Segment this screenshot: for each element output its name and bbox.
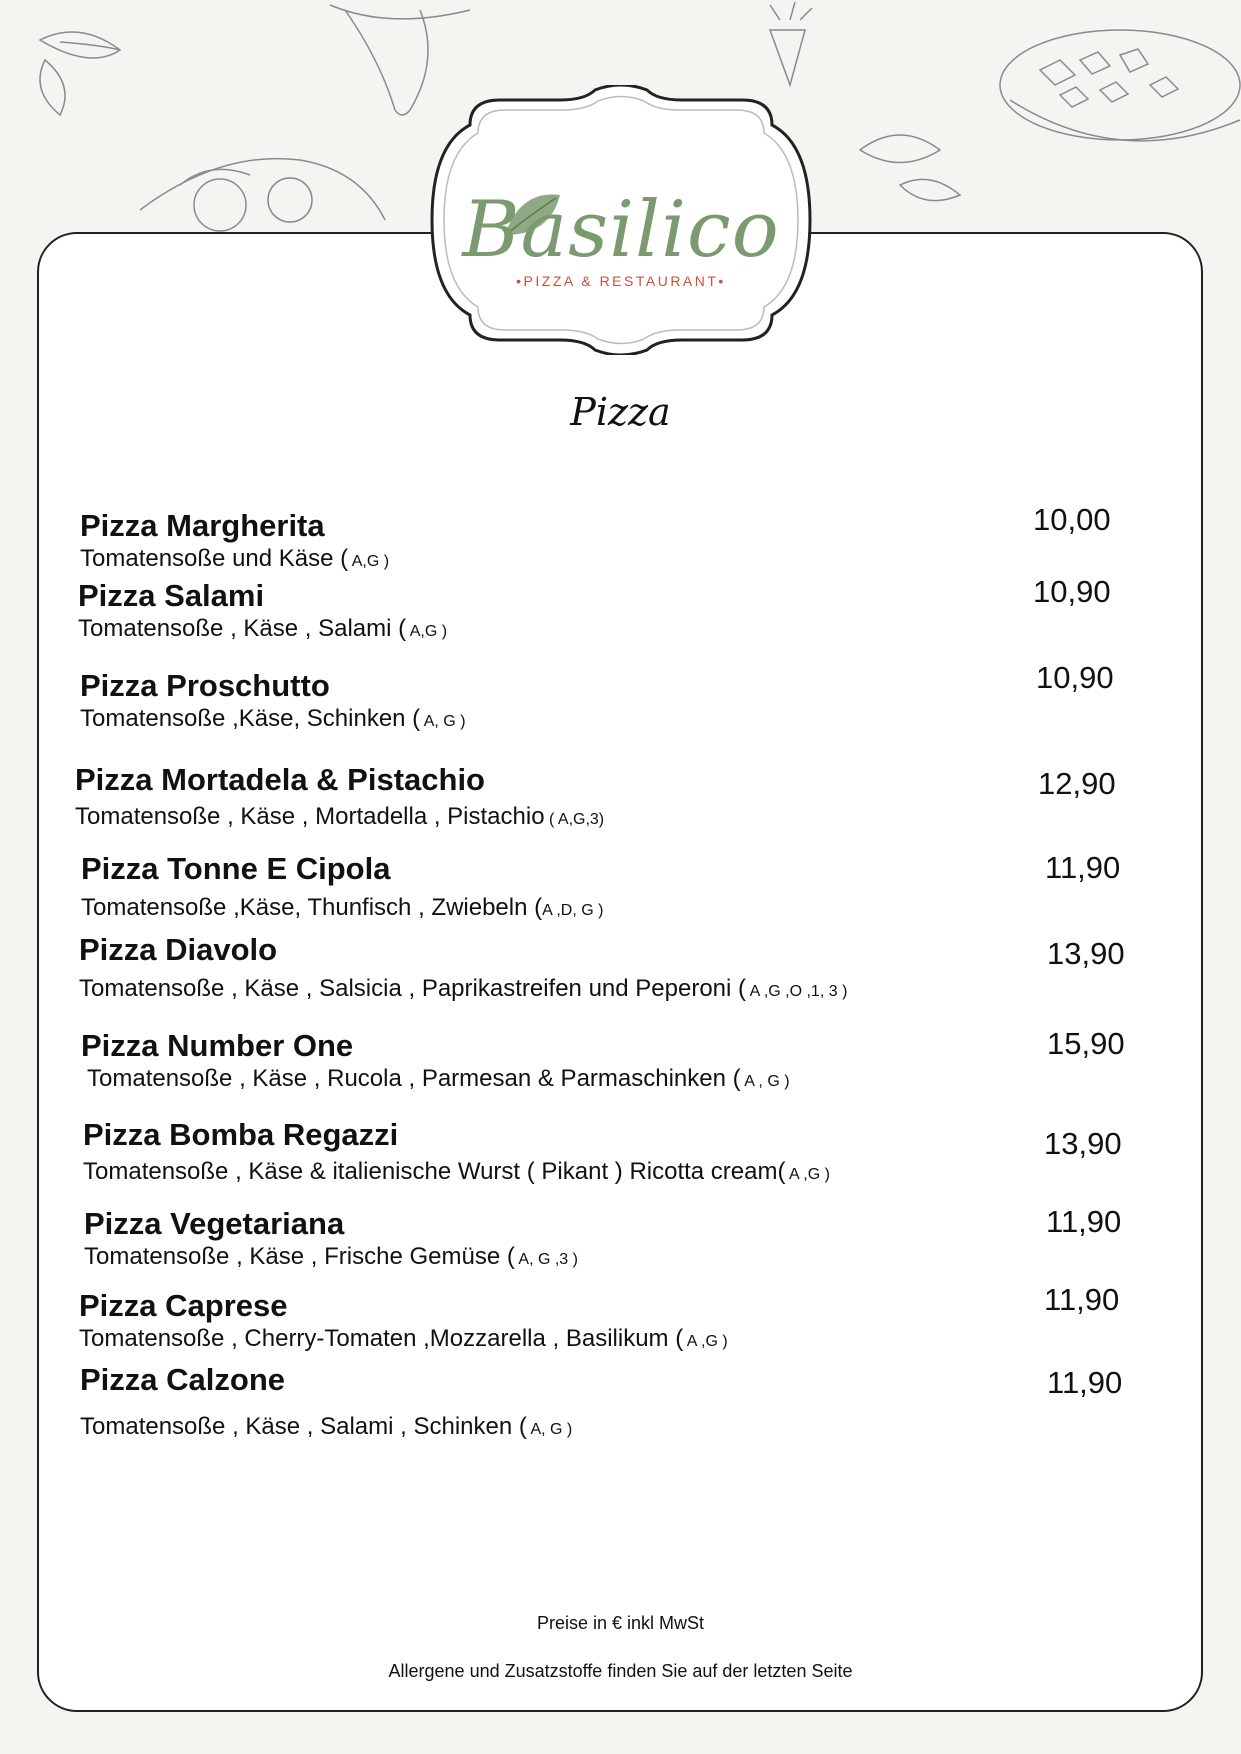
item-description: Tomatensoße , Käse , Salami , Schinken ( A, G ) xyxy=(80,1413,573,1440)
item-description: Tomatensoße ,Käse, Thunfisch , Zwiebeln (A ,D, G ) xyxy=(81,894,604,921)
item-description: Tomatensoße und Käse ( A,G ) xyxy=(80,545,390,572)
menu-item xyxy=(81,1028,790,1097)
menu-item xyxy=(78,578,447,647)
item-allergens: A,G ) xyxy=(348,553,390,570)
item-price: 11,90 xyxy=(1047,1365,1123,1400)
item-price: 11,90 xyxy=(1044,1282,1120,1317)
menu-item xyxy=(80,668,466,737)
section-title: Pizza xyxy=(570,390,671,434)
item-name: Pizza Calzone xyxy=(80,1362,285,1397)
item-name: Pizza Diavolo xyxy=(79,932,278,967)
menu-item xyxy=(80,508,389,577)
menu-item xyxy=(84,1206,578,1275)
item-allergens: A ,D, G ) xyxy=(542,902,604,919)
item-price: 10,90 xyxy=(1033,574,1111,609)
allergens-note: Allergene und Zusatzstoffe finden Sie auf der letzten Seite xyxy=(388,1661,853,1681)
item-allergens: A ,G ) xyxy=(683,1333,728,1350)
menu-item xyxy=(81,851,603,926)
item-allergens: A, G ) xyxy=(420,713,466,730)
menu-item xyxy=(79,1288,728,1357)
item-description: Tomatensoße , Käse & italienische Wurst ( Pikant ) Ricotta cream( A ,G ) xyxy=(83,1158,830,1185)
item-description: Tomatensoße , Käse , Salsicia , Paprikastreifen und Peperoni ( A ,G ,O ,1, 3 ) xyxy=(79,975,848,1002)
item-allergens: A ,G ) xyxy=(785,1166,830,1183)
item-name: Pizza Mortadela & Pistachio xyxy=(75,762,485,797)
item-price: 10,00 xyxy=(1033,502,1111,537)
item-description: Tomatensoße , Käse , Frische Gemüse ( A, G ,3 ) xyxy=(84,1243,578,1270)
item-allergens: ( A,G,3) xyxy=(544,811,605,828)
restaurant-logo xyxy=(410,85,832,355)
menu-item xyxy=(79,932,847,1007)
item-name: Pizza Margherita xyxy=(80,508,325,543)
item-name: Pizza Proschutto xyxy=(80,668,330,703)
menu-item xyxy=(80,1362,572,1445)
item-price: 13,90 xyxy=(1044,1126,1122,1161)
item-price: 12,90 xyxy=(1038,766,1116,801)
item-price: 13,90 xyxy=(1047,936,1125,971)
item-price: 11,90 xyxy=(1046,1204,1122,1239)
item-name: Pizza Bomba Regazzi xyxy=(83,1117,399,1152)
item-allergens: A, G ,3 ) xyxy=(514,1251,578,1268)
item-name: Pizza Vegetariana xyxy=(84,1206,345,1241)
item-price: 11,90 xyxy=(1045,850,1121,885)
item-price: 10,90 xyxy=(1036,660,1114,695)
item-name: Pizza Caprese xyxy=(79,1288,288,1323)
item-allergens: A , G ) xyxy=(740,1073,790,1090)
item-description: Tomatensoße , Käse , Salami ( A,G ) xyxy=(78,615,448,642)
prices-note: Preise in € inkl MwSt xyxy=(536,1613,705,1633)
logo-subtitle: •PIZZA & RESTAURANT• xyxy=(516,273,726,289)
item-name: Pizza Tonne E Cipola xyxy=(81,851,391,886)
menu-item xyxy=(83,1117,830,1190)
item-allergens: A,G ) xyxy=(406,623,448,640)
menu-item xyxy=(75,762,604,835)
logo-brand-name: Basilico xyxy=(462,185,780,275)
item-description: Tomatensoße ,Käse, Schinken ( A, G ) xyxy=(80,705,466,732)
item-description: Tomatensoße , Käse , Mortadella , Pistachio ( A,G,3) xyxy=(75,803,605,830)
item-name: Pizza Number One xyxy=(81,1028,354,1063)
item-description: Tomatensoße , Käse , Rucola , Parmesan & Parmaschinken ( A , G ) xyxy=(87,1065,790,1092)
item-price: 15,90 xyxy=(1047,1026,1125,1061)
item-name: Pizza Salami xyxy=(78,578,265,613)
item-description: Tomatensoße , Cherry-Tomaten ,Mozzarella , Basilikum ( A ,G ) xyxy=(79,1325,728,1352)
item-allergens: A ,G ,O ,1, 3 ) xyxy=(746,983,848,1000)
item-allergens: A, G ) xyxy=(526,1421,573,1438)
